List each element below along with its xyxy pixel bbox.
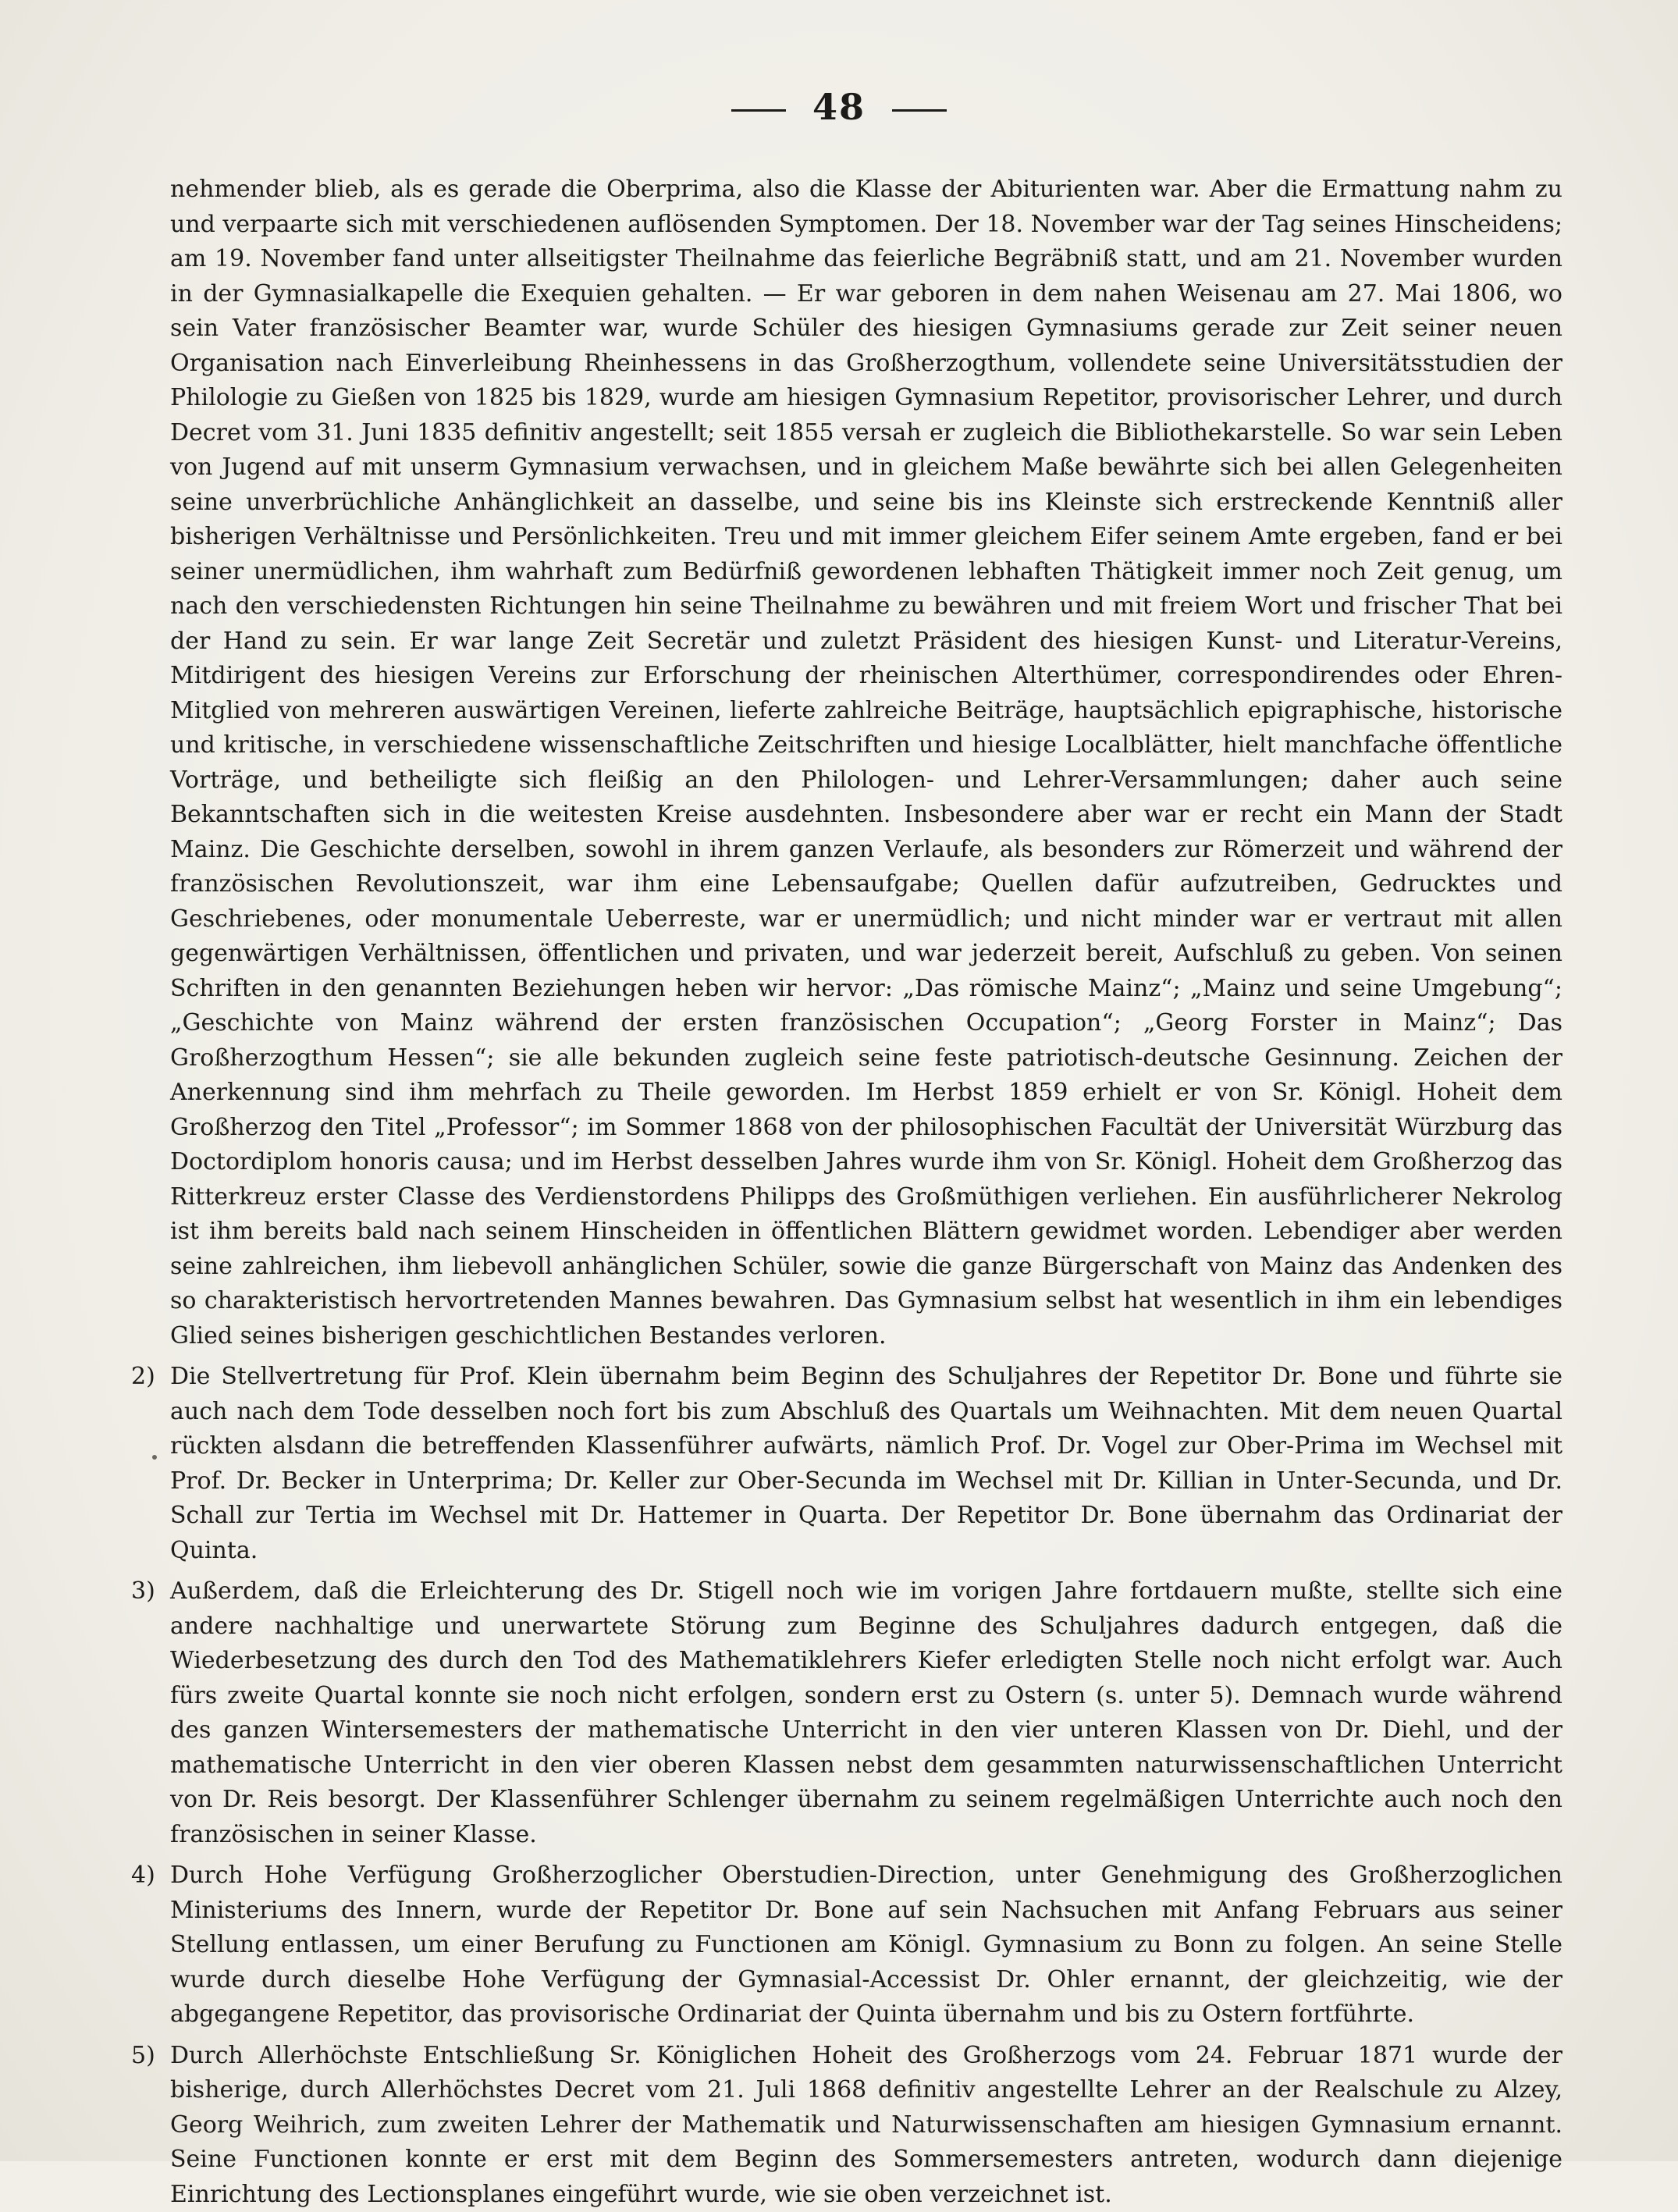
page-header (0, 86, 1678, 128)
list-item-5 (170, 2039, 1562, 2212)
page-number: 48 (812, 86, 866, 128)
header-dash-right (892, 109, 947, 112)
list-marker-4: 4) (131, 1858, 155, 1894)
list-item-2 (170, 1360, 1562, 1568)
list-marker-5: 5) (131, 2039, 155, 2074)
list-text-2: Die Stellvertretung für Prof. Klein übernahm beim Beginn des Schuljahres der Repetitor Dr. Bone und führte sie auch nach dem Tode desselben noch fort bis zum Abschluß des Quartals um Weihnachten. Mit dem neuen Quartal rückten alsdann die betreffenden Klassenführer aufwärts, nämlich Prof. Dr. Vogel zur Ober-Prima im Wechsel mit Prof. Dr. Becker in Unterprima; Dr. Keller zur Ober-Secunda im Wechsel mit Dr. Killian in Unter-Secunda, und Dr. Schall zur Tertia im Wechsel mit Dr. Hattemer in Quarta. Der Repetitor Dr. Bone übernahm das Ordinariat der Quinta. (170, 1360, 1562, 1568)
page-body (170, 172, 1562, 2212)
margin-speck (152, 1455, 157, 1460)
list-marker-2: 2) (131, 1360, 155, 1395)
list-item-4 (170, 1858, 1562, 2032)
list-marker-3: 3) (131, 1574, 155, 1609)
list-text-4: Durch Hohe Verfügung Großherzoglicher Oberstudien-Direction, unter Genehmigung des Großherzoglichen Ministeriums des Innern, wurde der Repetitor Dr. Bone auf sein Nachsuchen mit Anfang Februars aus seiner Stellung entlassen, um einer Berufung zu Functionen am Königl. Gymnasium zu Bonn zu folgen. An seine Stelle wurde durch dieselbe Hohe Verfügung der Gymnasial-Accessist Dr. Ohler ernannt, der gleichzeitig, wie der abgegangene Repetitor, das provisorische Ordinariat der Quinta übernahm und bis zu Ostern fortführte. (170, 1858, 1562, 2032)
list-text-3: Außerdem, daß die Erleichterung des Dr. Stigell noch wie im vorigen Jahre fortdauern mußte, stellte sich eine andere nachhaltige und unerwartete Störung zum Beginne des Schuljahres dadurch entgegen, daß die Wiederbesetzung des durch den Tod des Mathematiklehrers Kiefer erledigten Stelle noch nicht erfolgt war. Auch fürs zweite Quartal konnte sie noch nicht erfolgen, sondern erst zu Ostern (s. unter 5). Demnach wurde während des ganzen Wintersemesters der mathematische Unterricht in den vier unteren Klassen von Dr. Diehl, und der mathematische Unterricht in den vier oberen Klassen nebst dem gesammten naturwissenschaftlichen Unterricht von Dr. Reis besorgt. Der Klassenführer Schlenger übernahm zu seinem regelmäßigen Unterrichte auch noch den französischen in seiner Klasse. (170, 1574, 1562, 1852)
header-dash-left (731, 109, 786, 112)
paragraph-continuation: nehmender blieb, als es gerade die Oberprima, also die Klasse der Abiturienten war. Aber die Ermattung nahm zu und verpaarte sich mit verschiedenen auflösenden Symptomen. Der 18. November war der Tag seines Hinscheidens; am 19. November fand unter allseitigster Theilnahme das feierliche Begräbniß statt, und am 21. November wurden in der Gymnasialkapelle die Exequien gehalten. — Er war geboren in dem nahen Weisenau am 27. Mai 1806, wo sein Vater französischer Beamter war, wurde Schüler des hiesigen Gymnasiums gerade zur Zeit seiner neuen Organisation nach Einverleibung Rheinhessens in das Großherzogthum, vollendete seine Universitätsstudien der Philologie zu Gießen von 1825 bis 1829, wurde am hiesigen Gymnasium Repetitor, provisorischer Lehrer, und durch Decret vom 31. Juni 1835 definitiv angestellt; seit 1855 versah er zugleich die Bibliothekarstelle. So war sein Leben von Jugend auf mit unserm Gymnasium verwachsen, und in gleichem Maße bewährte sich bei allen Gelegenheiten seine unverbrüchliche Anhänglichkeit an dasselbe, und seine bis ins Kleinste sich erstreckende Kenntniß aller bisherigen Verhältnisse und Persönlichkeiten. Treu und mit immer gleichem Eifer seinem Amte ergeben, fand er bei seiner unermüdlichen, ihm wahrhaft zum Bedürfniß gewordenen lebhaften Thätigkeit immer noch Zeit genug, um nach den verschiedensten Richtungen hin seine Theilnahme zu bewähren und mit freiem Wort und frischer That bei der Hand zu sein. Er war lange Zeit Secretär und zuletzt Präsident des hiesigen Kunst- und Literatur-Vereins, Mitdirigent des hiesigen Vereins zur Erforschung der rheinischen Alterthümer, correspondirendes oder Ehren-Mitglied von mehreren auswärtigen Vereinen, lieferte zahlreiche Beiträge, hauptsächlich epigraphische, historische und kritische, in verschiedene wissenschaftliche Zeitschriften und hiesige Localblätter, hielt manchfache öffentliche Vorträge, und betheiligte sich fleißig an den Philologen- und Lehrer-Versammlungen; daher auch seine Bekanntschaften sich in die weitesten Kreise ausdehnten. Insbesondere aber war er recht ein Mann der Stadt Mainz. Die Geschichte derselben, sowohl in ihrem ganzen Verlaufe, als besonders zur Römerzeit und während der französischen Revolutionszeit, war ihm eine Lebensaufgabe; Quellen dafür aufzutreiben, Gedrucktes und Geschriebenes, oder monumentale Ueberreste, war er unermüdlich; und nicht minder war er vertraut mit allen gegenwärtigen Verhältnissen, öffentlichen und privaten, und war jederzeit bereit, Aufschluß zu geben. Von seinen Schriften in den genannten Beziehungen heben wir hervor: „Das römische Mainz“; „Mainz und seine Umgebung“; „Geschichte von Mainz während der ersten französischen Occupation“; „Georg Forster in Mainz“; Das Großherzogthum Hessen“; sie alle bekunden zugleich seine feste patriotisch-deutsche Gesinnung. Zeichen der Anerkennung sind ihm mehrfach zu Theile geworden. Im Herbst 1859 erhielt er von Sr. Königl. Hoheit dem Großherzog den Titel „Professor“; im Sommer 1868 von der philosophischen Facultät der Universität Würzburg das Doctordiplom honoris causa; und im Herbst desselben Jahres wurde ihm von Sr. Königl. Hoheit dem Großherzog das Ritterkreuz erster Classe des Verdienstordens Philipps des Großmüthigen verliehen. Ein ausführlicherer Nekrolog ist ihm bereits bald nach seinem Hinscheiden in öffentlichen Blättern gewidmet worden. Lebendiger aber werden seine zahlreichen, ihm liebevoll anhänglichen Schüler, sowie die ganze Bürgerschaft von Mainz das Andenken des so charakteristisch hervortretenden Mannes bewahren. Das Gymnasium selbst hat wesentlich in ihm ein lebendiges Glied seines bisherigen geschichtlichen Bestandes verloren. (170, 172, 1562, 1353)
list-text-5: Durch Allerhöchste Entschließung Sr. Königlichen Hoheit des Großherzogs vom 24. Februar 1871 wurde der bisherige, durch Allerhöchstes Decret vom 21. Juli 1868 definitiv angestellte Lehrer an der Realschule zu Alzey, Georg Weihrich, zum zweiten Lehrer der Mathematik und Naturwissenschaften am hiesigen Gymnasium ernannt. Seine Functionen konnte er erst mit dem Beginn des Sommersemesters antreten, wodurch dann diejenige Einrichtung des Lectionsplanes eingeführt wurde, wie sie oben verzeichnet ist. (170, 2039, 1562, 2212)
list-item-3 (170, 1574, 1562, 1852)
